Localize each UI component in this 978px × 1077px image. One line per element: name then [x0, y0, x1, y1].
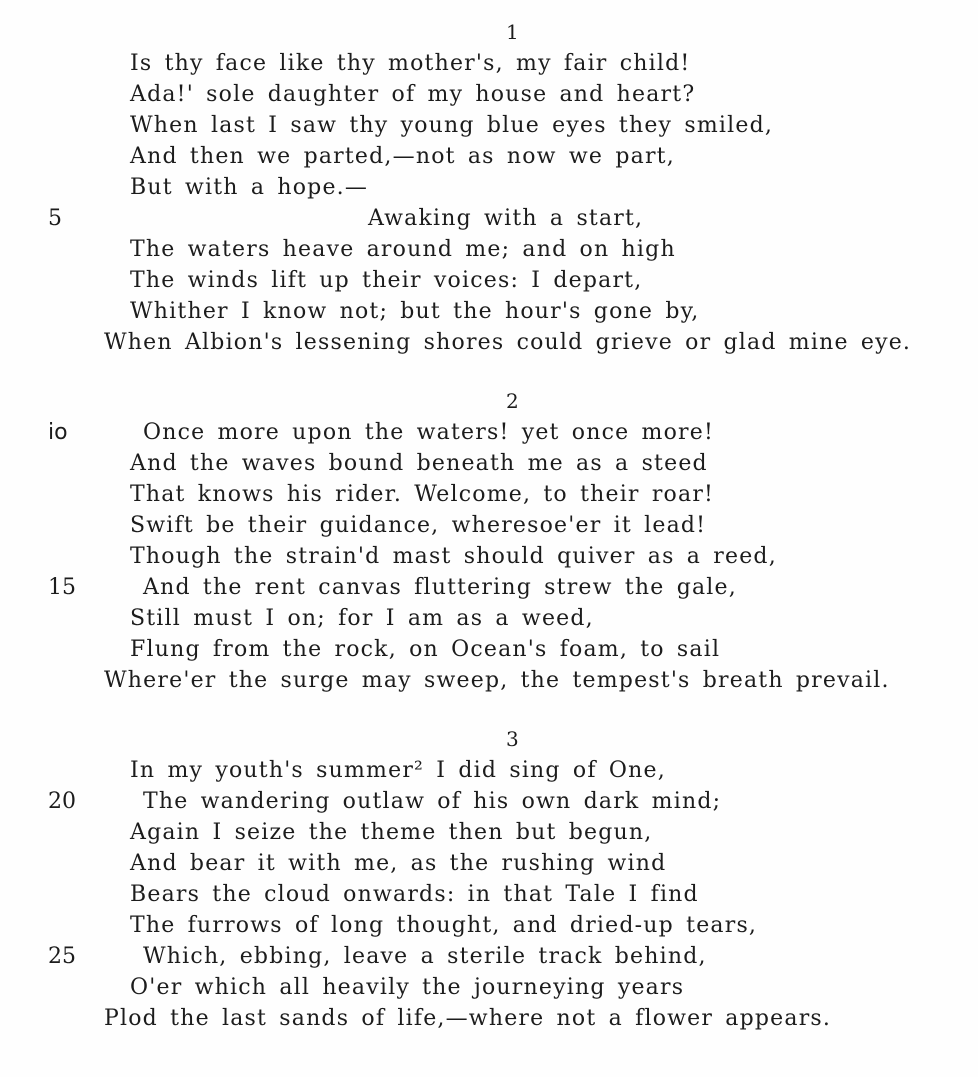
poem-line: That knows his rider. Welcome, to their roar!	[130, 482, 715, 507]
poem-line-row	[0, 479, 978, 510]
poem-line-row	[0, 879, 978, 910]
poem-line-row	[0, 79, 978, 110]
poem-line-row	[0, 786, 978, 817]
poem-line: The wandering outlaw of his own dark mind;	[143, 789, 722, 814]
poem-line: And the waves bound beneath me as a steed	[130, 451, 708, 476]
poem-line-row	[0, 172, 978, 203]
poem-line-row	[0, 110, 978, 141]
stanza	[0, 17, 978, 358]
poem-line-row	[0, 234, 978, 265]
poem-line-row	[0, 141, 978, 172]
stanza	[0, 386, 978, 696]
poem-line: Plod the last sands of life,—where not a flower appears.	[104, 1006, 832, 1031]
poem-line-row	[0, 817, 978, 848]
line-number-margin: 15	[48, 575, 76, 600]
stanza	[0, 724, 978, 1034]
poem-line: In my youth's summer² I did sing of One,	[130, 758, 666, 783]
poem-line: Where'er the surge may sweep, the tempest's breath prevail.	[104, 668, 890, 693]
poem-line: O'er which all heavily the journeying years	[130, 975, 685, 1000]
poem-line-row	[0, 603, 978, 634]
stanza-number: 2	[506, 389, 520, 413]
poem-line: Which, ebbing, leave a sterile track behind,	[143, 944, 707, 969]
line-number-margin: 20	[48, 789, 76, 814]
poem-line: Though the strain'd mast should quiver as a reed,	[130, 544, 777, 569]
poem-line: When last I saw thy young blue eyes they smiled,	[130, 113, 774, 138]
poem-line-row	[0, 448, 978, 479]
poem-line-row	[0, 1003, 978, 1034]
poem-line: Again I seize the theme then but begun,	[130, 820, 653, 845]
stanza-number: 3	[506, 727, 520, 751]
poem-line: Whither I know not; but the hour's gone by,	[130, 299, 700, 324]
poem-line: Awaking with a start,	[368, 206, 644, 231]
poem-line: The waters heave around me; and on high	[130, 237, 676, 262]
poem-line: And the rent canvas fluttering strew the gale,	[143, 575, 737, 600]
poem-line: The winds lift up their voices: I depart,	[130, 268, 643, 293]
poem-line-row	[0, 941, 978, 972]
poem-line-row	[0, 972, 978, 1003]
line-number-margin: 5	[48, 206, 62, 231]
poem-line: Flung from the rock, on Ocean's foam, to sail	[130, 637, 721, 662]
poem-line-row	[0, 48, 978, 79]
poem-line-row	[0, 203, 978, 234]
poem-line: And bear it with me, as the rushing wind	[130, 851, 667, 876]
poem-line: And then we parted,—not as now we part,	[130, 144, 675, 169]
poem-line: Bears the cloud onwards: in that Tale I find	[130, 882, 699, 907]
poem-line: Ada!' sole daughter of my house and heart?	[130, 82, 696, 107]
poem-line-row	[0, 296, 978, 327]
poem-line: When Albion's lessening shores could grieve or glad mine eye.	[104, 330, 912, 355]
poem-line-row	[0, 665, 978, 696]
poem-line-row	[0, 265, 978, 296]
poem-line-row	[0, 910, 978, 941]
poem-line-row	[0, 541, 978, 572]
poem-line-row	[0, 327, 978, 358]
poem-line-row	[0, 417, 978, 448]
poem-line: The furrows of long thought, and dried-up tears,	[130, 913, 758, 938]
poem-line: Is thy face like thy mother's, my fair child!	[130, 51, 691, 76]
poem-line: Swift be their guidance, wheresoe'er it lead!	[130, 513, 707, 538]
poem-line-row	[0, 755, 978, 786]
poem-line-row	[0, 510, 978, 541]
poem-line-row	[0, 848, 978, 879]
line-number-margin: 25	[48, 944, 76, 969]
poem-line-row	[0, 572, 978, 603]
stanza-number: 1	[506, 20, 520, 44]
line-number-margin: io	[48, 420, 68, 445]
poem-line-row	[0, 634, 978, 665]
poem-line: Once more upon the waters! yet once more!	[143, 420, 715, 445]
poem-text	[0, 17, 978, 1034]
poem-line: But with a hope.—	[130, 175, 369, 200]
poem-line: Still must I on; for I am as a weed,	[130, 606, 594, 631]
